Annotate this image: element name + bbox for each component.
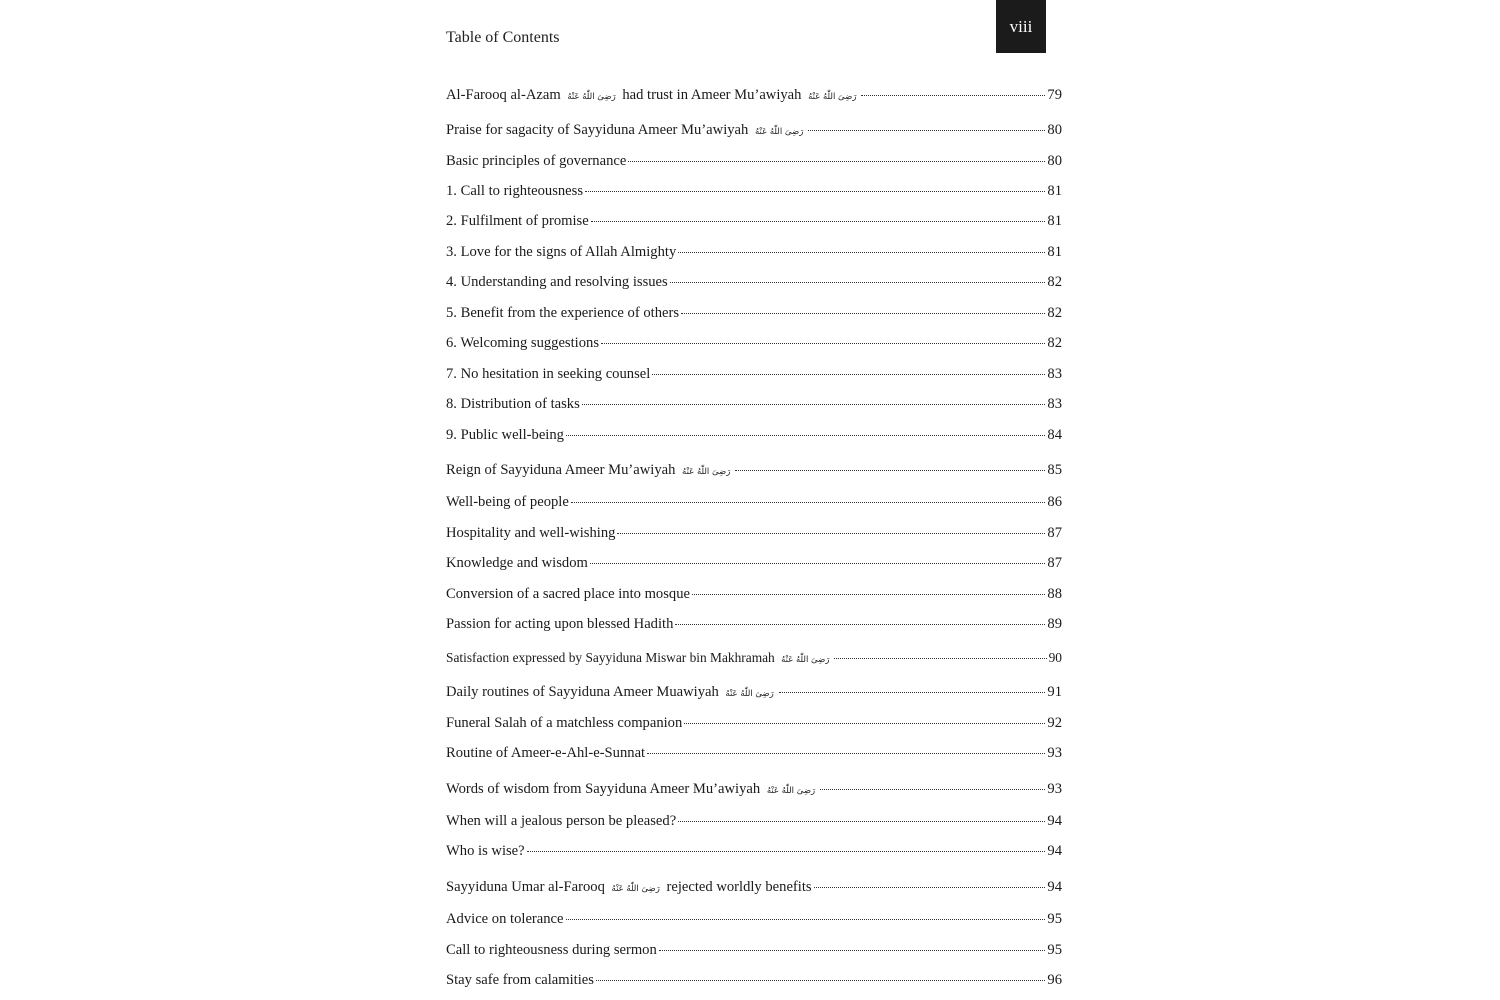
toc-entry-title <box>446 84 859 108</box>
toc-entry-text: Passion for acting upon blessed Hadith <box>446 616 674 632</box>
toc-entry-title <box>446 939 657 961</box>
toc-entry-text: 7. No hesitation in seeking counsel <box>446 366 651 382</box>
toc-entry-text: Knowledge and wisdom <box>446 555 588 571</box>
honorific-text: رَضِىَ اللّٰهُ عَنْهُ <box>781 655 830 665</box>
toc-entry-title <box>446 876 812 900</box>
toc-entry[interactable] <box>446 778 1062 800</box>
toc-entry[interactable] <box>446 150 1062 172</box>
dot-leader <box>820 789 1045 790</box>
toc-entry-text: Who is wise? <box>446 843 525 859</box>
dot-leader <box>601 343 1045 344</box>
toc-entry[interactable] <box>446 969 1062 991</box>
toc-entry-page-number: 92 <box>1047 715 1062 731</box>
toc-entry-text: Routine of Ameer-e-Ahl-e-Sunnat <box>446 745 646 761</box>
toc-entry-title <box>446 491 569 513</box>
toc-entry[interactable] <box>446 332 1062 354</box>
dot-leader <box>652 374 1045 375</box>
toc-entry-page-number: 95 <box>1047 942 1062 958</box>
toc-entry-title <box>446 778 818 802</box>
toc-entry-text: Funeral Salah of a matchless companion <box>446 715 683 731</box>
toc-entry-title <box>446 424 564 446</box>
toc-entry-text: 4. Understanding and resolving issues <box>446 274 668 290</box>
toc-entry-page-number: 88 <box>1047 586 1062 602</box>
toc-entry-text: Sayyiduna Umar al-Farooq <box>446 879 609 895</box>
toc-entry-text: Well-being of people <box>446 494 569 510</box>
toc-entry[interactable] <box>446 876 1062 898</box>
toc-entry-page-number: 91 <box>1047 684 1062 700</box>
toc-entry-text: Advice on tolerance <box>446 911 564 927</box>
toc-entry-page-number: 93 <box>1047 781 1062 797</box>
toc-entry[interactable] <box>446 363 1062 385</box>
toc-entry-page-number: 82 <box>1047 274 1062 290</box>
toc-entry[interactable] <box>446 810 1062 832</box>
toc-entry-page-number: 95 <box>1047 911 1062 927</box>
honorific-text: رَضِىَ اللّٰهُ عَنْهُ <box>808 92 857 102</box>
toc-entry-title <box>446 742 645 764</box>
toc-entry[interactable] <box>446 742 1062 764</box>
toc-entry-page-number: 83 <box>1047 366 1062 382</box>
toc-entry-title <box>446 552 588 574</box>
toc-entry-title <box>446 363 650 385</box>
dot-leader <box>628 161 1045 162</box>
toc-entry-page-number: 87 <box>1047 555 1062 571</box>
toc-entry[interactable] <box>446 491 1062 513</box>
honorific-text: رَضِىَ اللّٰهُ عَنْهُ <box>567 92 616 102</box>
honorific-text: رَضِىَ اللّٰهُ عَنْهُ <box>682 467 731 477</box>
dot-leader <box>647 753 1045 754</box>
dot-leader <box>684 723 1045 724</box>
toc-entry-page-number: 83 <box>1047 396 1062 412</box>
toc-entry-text: 8. Distribution of tasks <box>446 396 580 412</box>
toc-entry-title <box>446 840 525 862</box>
toc-entry-text: 2. Fulfilment of promise <box>446 213 589 229</box>
dot-leader <box>678 252 1045 253</box>
toc-entry[interactable] <box>446 712 1062 734</box>
running-head-title: Table of Contents <box>446 29 560 46</box>
toc-entry-text-continued: rejected worldly benefits <box>662 879 812 895</box>
toc-entry-page-number: 94 <box>1047 813 1062 829</box>
dot-leader <box>670 282 1046 283</box>
toc-entry-page-number: 87 <box>1047 525 1062 541</box>
honorific-text: رَضِىَ اللّٰهُ عَنْهُ <box>611 884 660 894</box>
dot-leader <box>678 821 1045 822</box>
toc-entry[interactable] <box>446 681 1062 703</box>
dot-leader <box>834 658 1046 659</box>
toc-entry[interactable] <box>446 908 1062 930</box>
toc-entry[interactable] <box>446 119 1062 141</box>
toc-entry[interactable] <box>446 647 1062 669</box>
toc-entry[interactable] <box>446 271 1062 293</box>
toc-entry-page-number: 79 <box>1047 87 1062 103</box>
dot-leader <box>566 435 1045 436</box>
toc-entry-page-number: 96 <box>1047 972 1062 988</box>
dot-leader <box>675 624 1045 625</box>
toc-entry-title <box>446 459 733 483</box>
toc-entry-title <box>446 332 599 354</box>
toc-entry-text: Hospitality and well-wishing <box>446 525 616 541</box>
toc-entry-text: 1. Call to righteousness <box>446 183 584 199</box>
toc-entry-title <box>446 647 832 671</box>
toc-entry[interactable] <box>446 302 1062 324</box>
toc-entry-page-number: 85 <box>1047 462 1062 478</box>
dot-leader <box>596 980 1045 981</box>
toc-entry[interactable] <box>446 393 1062 415</box>
toc-entry-title <box>446 522 615 544</box>
toc-entry-title <box>446 302 679 324</box>
toc-entry-text: Praise for sagacity of Sayyiduna Ameer Mu’awiyah <box>446 122 752 138</box>
toc-entry-page-number: 81 <box>1047 244 1062 260</box>
dot-leader <box>527 851 1046 852</box>
dot-leader <box>566 919 1046 920</box>
toc-entry-page-number: 89 <box>1047 616 1062 632</box>
toc-entry[interactable] <box>446 84 1062 106</box>
page-number: viii <box>1009 16 1033 36</box>
dot-leader <box>582 404 1046 405</box>
toc-entry-page-number: 90 <box>1048 650 1062 665</box>
toc-entry-text: Conversion of a sacred place into mosque <box>446 586 690 602</box>
dot-leader <box>591 221 1046 222</box>
dot-leader <box>692 594 1045 595</box>
toc-entry[interactable] <box>446 180 1062 202</box>
toc-entry[interactable] <box>446 939 1062 961</box>
honorific-text: رَضِىَ اللّٰهُ عَنْهُ <box>766 786 816 796</box>
toc-entry-text: Basic principles of governance <box>446 153 627 169</box>
dot-leader <box>590 563 1046 564</box>
toc-entry-page-number: 81 <box>1047 213 1062 229</box>
toc-entry-text: 3. Love for the signs of Allah Almighty <box>446 244 677 260</box>
toc-entry-title <box>446 271 668 293</box>
dot-leader <box>861 95 1045 96</box>
toc-entry-title <box>446 613 673 635</box>
honorific-text: رَضِىَ اللّٰهُ عَنْهُ <box>725 689 774 699</box>
toc-entry-title <box>446 393 580 415</box>
toc-entry[interactable] <box>446 583 1062 605</box>
toc-entry-text: Call to righteousness during sermon <box>446 942 657 958</box>
dot-leader <box>814 887 1046 888</box>
toc-entry-text: Daily routines of Sayyiduna Ameer Muawiyah <box>446 684 723 700</box>
toc-entry-text: 6. Welcoming suggestions <box>446 335 599 351</box>
toc-entry-title <box>446 241 676 263</box>
toc-entry[interactable] <box>446 840 1062 862</box>
toc-entry[interactable] <box>446 424 1062 446</box>
toc-entry[interactable] <box>446 552 1062 574</box>
dot-leader <box>808 130 1045 131</box>
dot-leader <box>659 950 1046 951</box>
toc-entry-title <box>446 908 564 930</box>
toc-entry-page-number: 81 <box>1047 183 1062 199</box>
toc-entry-title <box>446 969 594 991</box>
toc-entry[interactable] <box>446 522 1062 544</box>
toc-entry-title <box>446 119 806 143</box>
toc-entry-title <box>446 810 676 832</box>
toc-entry-text-continued: had trust in Ameer Mu’awiyah <box>618 87 806 103</box>
toc-entry-text: 9. Public well-being <box>446 427 564 443</box>
toc-entry-page-number: 94 <box>1047 879 1062 895</box>
toc-entry-title <box>446 180 583 202</box>
dot-leader <box>735 470 1045 471</box>
dot-leader <box>571 502 1046 503</box>
toc-entry-text: Words of wisdom from Sayyiduna Ameer Mu’awiyah <box>446 781 764 797</box>
toc-entry-title <box>446 150 626 172</box>
toc-entry-page-number: 82 <box>1047 335 1062 351</box>
dot-leader <box>617 533 1045 534</box>
toc-entry[interactable] <box>446 241 1062 263</box>
toc-entry-page-number: 82 <box>1047 305 1062 321</box>
toc-entry-text: Stay safe from calamities <box>446 972 594 988</box>
page-number-tab <box>996 0 1046 53</box>
toc-entry[interactable] <box>446 210 1062 232</box>
toc-entry-page-number: 80 <box>1047 122 1062 138</box>
toc-entry-text: When will a jealous person be pleased? <box>446 813 677 829</box>
toc-entry-text: Reign of Sayyiduna Ameer Mu’awiyah <box>446 462 680 478</box>
toc-entry-page-number: 93 <box>1047 745 1062 761</box>
honorific-text: رَضِىَ اللّٰهُ عَنْهُ <box>754 127 804 137</box>
toc-entry-page-number: 86 <box>1047 494 1062 510</box>
toc-entry-page-number: 94 <box>1047 843 1062 859</box>
toc-entry[interactable] <box>446 459 1062 481</box>
toc-entry-title <box>446 210 589 232</box>
toc-entry[interactable] <box>446 613 1062 635</box>
dot-leader <box>585 191 1045 192</box>
dot-leader <box>779 692 1046 693</box>
toc-entry-title <box>446 681 777 705</box>
toc-entry-text: Al-Farooq al-Azam <box>446 87 565 103</box>
toc-entry-page-number: 84 <box>1047 427 1062 443</box>
dot-leader <box>681 313 1045 314</box>
toc-entry-page-number: 80 <box>1047 153 1062 169</box>
toc-entry-text: Satisfaction expressed by Sayyiduna Miswar bin Makhramah <box>446 650 779 665</box>
toc-entry-text: 5. Benefit from the experience of others <box>446 305 680 321</box>
toc-entry-title <box>446 712 682 734</box>
toc-entry-title <box>446 583 690 605</box>
